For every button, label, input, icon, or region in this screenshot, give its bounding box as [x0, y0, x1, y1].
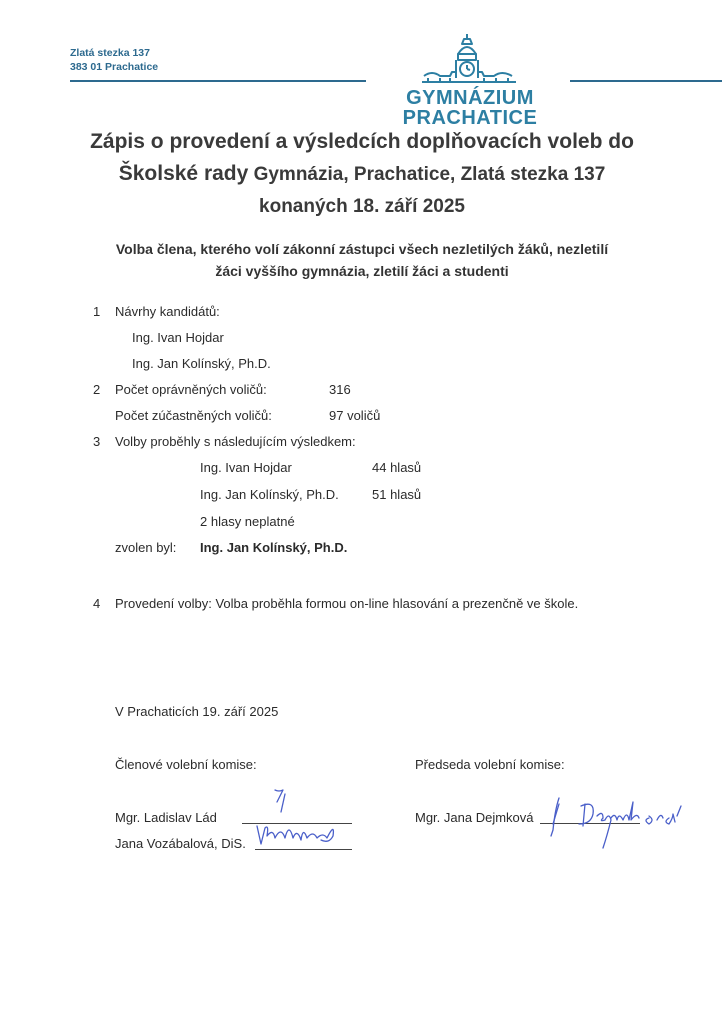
- result-votes-1: 44 hlasů: [372, 460, 422, 475]
- member-2-name: Jana Vozábalová, DiS.: [115, 836, 246, 851]
- document-title-line-3: konaných 18. září 2025: [259, 196, 465, 217]
- elected-label: zvolen byl:: [115, 540, 177, 555]
- member-1-signature: [255, 788, 355, 850]
- header-divider-right: [570, 80, 722, 82]
- members-label: Členové volební komise:: [115, 757, 257, 772]
- eligible-voters-label: Počet oprávněných voličů:: [115, 382, 267, 397]
- section-3-label: Volby proběhly s následujícím výsledkem:: [115, 434, 356, 449]
- title-school-board: Školské rady: [118, 162, 249, 185]
- member-1-name: Mgr. Ladislav Lád: [115, 810, 217, 825]
- participating-voters-value: 97 voličů: [329, 408, 381, 423]
- address-line-2: 383 01 Prachatice: [70, 61, 159, 73]
- document-title-line-1: Zápis o provedení a výsledcích doplňovacích voleb do: [90, 130, 634, 153]
- section-1-number: 1: [93, 304, 101, 319]
- section-2-number: 2: [93, 382, 101, 397]
- chair-label: Předseda volební komise:: [415, 757, 565, 772]
- result-name-2: Ing. Jan Kolínský, Ph.D.: [200, 487, 339, 502]
- school-building-clock-icon: [420, 30, 520, 86]
- eligible-voters-value: 316: [329, 382, 351, 397]
- address-line-1: Zlatá stezka 137: [70, 47, 150, 59]
- header-divider-left: [70, 80, 366, 82]
- place-date: V Prachaticích 19. září 2025: [115, 704, 279, 719]
- result-name-1: Ing. Ivan Hojdar: [200, 460, 292, 475]
- document-title-line-2: [0, 162, 724, 186]
- invalid-votes: 2 hlasy neplatné: [200, 514, 295, 529]
- section-4-number: 4: [93, 596, 101, 611]
- title-school-name: Gymnázia, Prachatice, Zlatá stezka 137: [248, 164, 606, 185]
- logo-text-line-2: PRACHATICE: [402, 107, 538, 129]
- section-3-number: 3: [93, 434, 101, 449]
- elected-name: Ing. Jan Kolínský, Ph.D.: [200, 540, 348, 555]
- candidate-2: Ing. Jan Kolínský, Ph.D.: [132, 356, 271, 371]
- candidate-1: Ing. Ivan Hojdar: [132, 330, 224, 345]
- section-1-label: Návrhy kandidátů:: [115, 304, 220, 319]
- subtitle-line-1: Volba člena, kterého volí zákonní zástupci všech nezletilých žáků, nezletilí: [115, 241, 609, 257]
- subtitle-line-2: žáci vyššího gymnázia, zletilí žáci a studenti: [215, 263, 509, 279]
- participating-voters-label: Počet zúčastněných voličů:: [115, 408, 272, 423]
- section-4-text: Provedení volby: Volba proběhla formou on-line hlasování a prezenčně ve škole.: [115, 596, 579, 611]
- chair-signature: [545, 790, 705, 850]
- logo-text-line-1: GYMNÁZIUM: [406, 87, 534, 109]
- chair-name: Mgr. Jana Dejmková: [415, 810, 534, 825]
- result-votes-2: 51 hlasů: [372, 487, 422, 502]
